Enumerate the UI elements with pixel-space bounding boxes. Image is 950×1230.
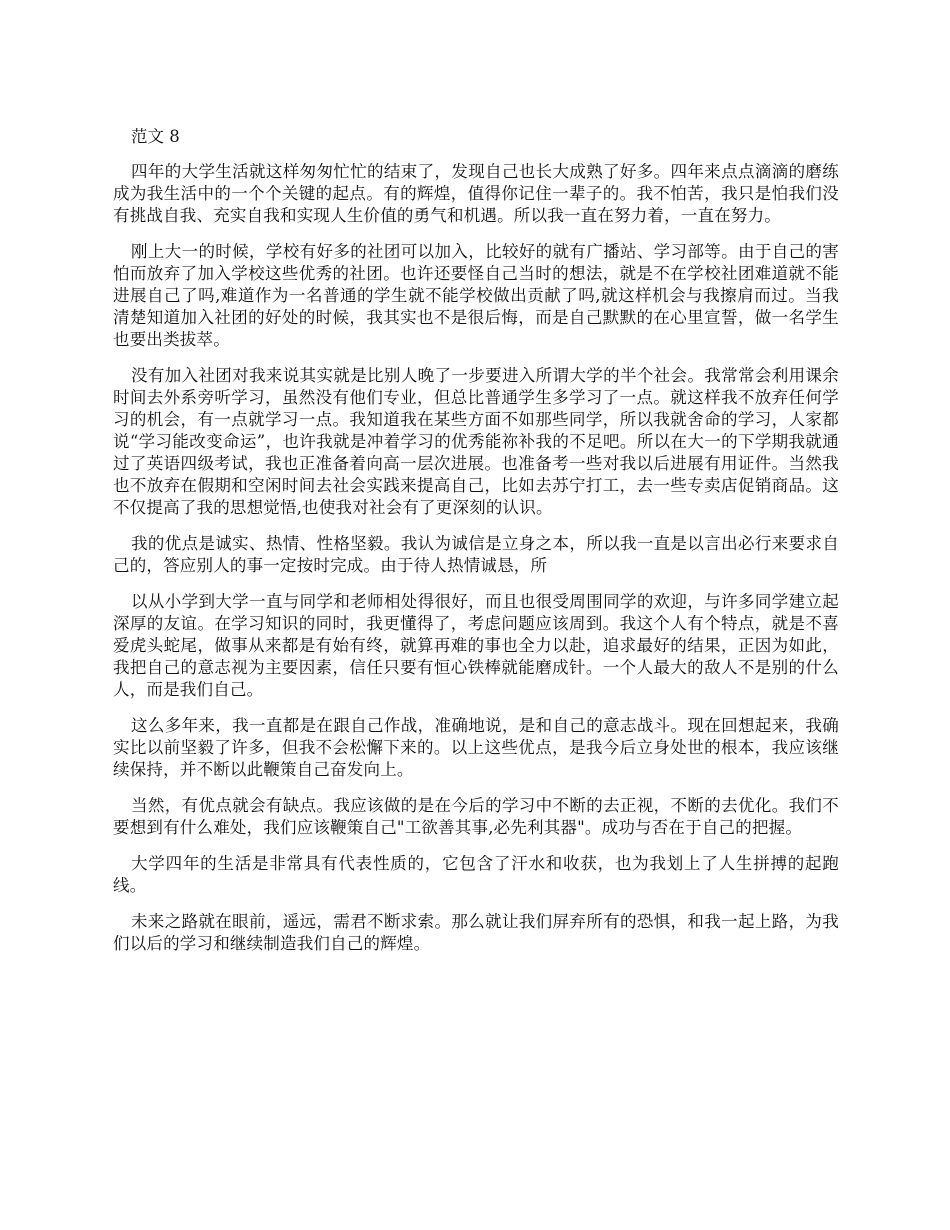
paragraph-2: 刚上大一的时候，学校有好多的社团可以加入，比较好的就有广播站、学习部等。由于自己的害怕而放弃了加入学校这些优秀的社团。也许还要怪自己当时的想法，就是不在学校社团难道就不能进展自己了吗,难道作为一名普通的学生就不能学校做出贡献了吗,就这样机会与我擦肩而过。当我清楚知道加入社团的好处的时候，我其实也不是很后悔，而是自己默默的在心里宣誓，做一名学生也要出类拔萃。 (113, 242, 839, 349)
paragraph-7: 当然，有优点就会有缺点。我应该做的是在今后的学习中不断的去正视，不断的去优化。我们不要想到有什么难处，我们应该鞭策自己"工欲善其事,必先利其器"。成功与否在于自己的把握。 (113, 796, 839, 837)
paragraph-8: 大学四年的生活是非常具有代表性质的，它包含了汗水和收获，也为我划上了人生拼搏的起跑线。 (113, 854, 839, 895)
paragraph-9: 未来之路就在眼前，遥远，需君不断求索。那么就让我们屏弃所有的恐惧，和我一起上路，为我们以后的学习和继续制造我们自己的辉煌。 (113, 912, 839, 953)
document-heading: 范文 8 (131, 127, 180, 146)
paragraph-6: 这么多年来，我一直都是在跟自己作战，准确地说，是和自己的意志战斗。现在回想起来，我确实比以前坚毅了许多，但我不会松懈下来的。以上这些优点，是我今后立身处世的根本，我应该继续保持，并不断以此鞭策自己奋发向上。 (113, 716, 839, 779)
paragraph-4: 我的优点是诚实、热情、性格坚毅。我认为诚信是立身之本，所以我一直是以言出必行来要求自己的，答应别人的事一定按时完成。由于待人热情诚恳，所 (113, 534, 839, 575)
paragraph-3: 没有加入社团对我来说其实就是比别人晚了一步要进入所谓大学的半个社会。我常常会利用课余时间去外系旁听学习，虽然没有他们专业，但总比普通学生多学习了一点。就这样我不放弃任何学习的机会，有一点就学习一点。我知道我在某些方面不如那些同学，所以我就舍命的学习，人家都说“学习能改变命运”，也许我就是冲着学习的优秀能祢补我的不足吧。所以在大一的下学期我就通过了英语四级考试，我也正准备着向高一层次进展。也准备考一些对我以后进展有用证件。当然我也不放弃在假期和空闲时间去社会实践来提高自己，比如去苏宁打工，去一些专卖店促销商品。这不仅提高了我的思想觉悟,也使我对社会有了更深刻的认识。 (113, 366, 839, 517)
paragraph-5: 以从小学到大学一直与同学和老师相处得很好，而且也很受周围同学的欢迎，与许多同学建立起深厚的友谊。在学习知识的同时，我更懂得了，考虑问题应该周到。我这个人有个特点，就是不喜爱虎头蛇尾，做事从来都是有始有终，就算再难的事也全力以赴，追求最好的结果，正因为如此，我把自己的意志视为主要因素，信任只要有恒心铁棒就能磨成针。一个人最大的敌人不是别的什么人，而是我们自己。 (113, 592, 839, 699)
paragraph-1: 四年的大学生活就这样匆匆忙忙的结束了，发现自己也长大成熟了好多。四年来点点滴滴的磨练成为我生活中的一个个关键的起点。有的辉煌，值得你记住一辈子的。我不怕苦，我只是怕我们没有挑战自我、充实自我和实现人生价值的勇气和机遇。所以我一直在努力着，一直在努力。 (113, 162, 839, 225)
document-page (113, 126, 839, 969)
